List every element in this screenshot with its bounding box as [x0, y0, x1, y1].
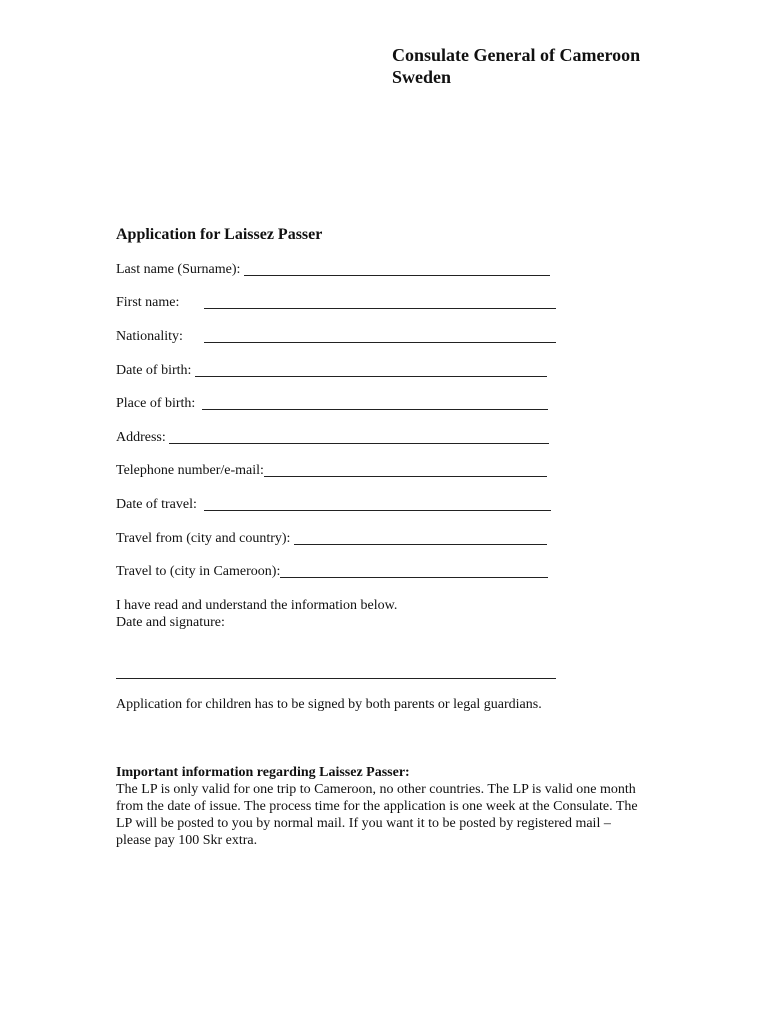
field-label: Nationality: [116, 329, 204, 344]
field-label: First name: [116, 295, 204, 310]
field-blank-line[interactable] [264, 476, 547, 477]
field-blank-line[interactable] [169, 443, 549, 444]
field-label: Travel to (city in Cameroon): [116, 564, 281, 579]
field-label: Address: [116, 430, 170, 445]
field-last-name [116, 262, 550, 278]
field-travel-from [116, 531, 547, 547]
document-header [392, 44, 640, 88]
important-information [116, 764, 656, 849]
consulate-country: Sweden [392, 67, 452, 87]
info-line: please pay 100 Skr extra. [116, 833, 258, 848]
field-label: Travel from (city and country): [116, 531, 294, 546]
form-title: Application for Laissez Passer [116, 226, 323, 243]
field-nationality [116, 329, 556, 345]
consulate-name: Consulate General of Cameroon [392, 45, 641, 65]
field-place-of-birth [116, 396, 548, 412]
field-label: Place of birth: [116, 396, 203, 411]
field-blank-line[interactable] [294, 544, 547, 545]
field-date-of-birth [116, 363, 547, 379]
field-blank-line[interactable] [202, 409, 548, 410]
field-label: Telephone number/e-mail: [116, 463, 264, 478]
field-blank-line[interactable] [204, 308, 556, 309]
children-note: Application for children has to be signed by both parents or legal guardians. [116, 697, 542, 712]
acknowledgement-block [116, 597, 397, 631]
field-travel-to [116, 564, 548, 580]
field-blank-line[interactable] [244, 275, 550, 276]
field-first-name [116, 295, 556, 311]
field-date-of-travel [116, 497, 551, 513]
info-line: The LP is only valid for one trip to Cameroon, no other countries. The LP is valid one month [116, 782, 636, 797]
field-label: Date of birth: [116, 363, 195, 378]
field-telephone-email [116, 463, 547, 479]
info-line: LP will be posted to you by normal mail. If you want it to be posted by registered mail – [116, 816, 611, 831]
acknowledgement-text: I have read and understand the information below. [116, 598, 398, 613]
field-blank-line[interactable] [280, 577, 548, 578]
field-blank-line[interactable] [204, 510, 551, 511]
info-line: from the date of issue. The process time for the application is one week at the Consulate. The [116, 799, 638, 814]
field-blank-line[interactable] [195, 376, 547, 377]
signature-line[interactable] [116, 678, 556, 679]
info-heading: Important information regarding Laissez Passer: [116, 765, 410, 780]
field-blank-line[interactable] [204, 342, 556, 343]
field-address [116, 430, 549, 446]
field-label: Date of travel: [116, 497, 204, 512]
info-body [116, 781, 656, 849]
field-label: Last name (Surname): [116, 262, 244, 277]
date-signature-label: Date and signature: [116, 615, 225, 630]
